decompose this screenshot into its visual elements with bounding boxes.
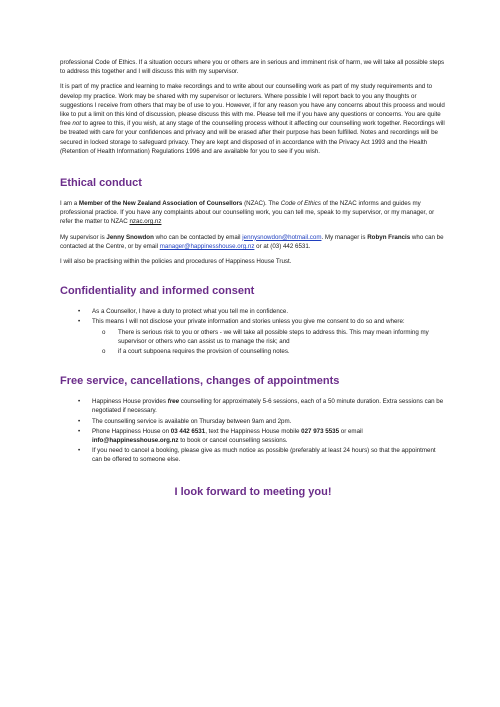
document-page	[60, 58, 446, 497]
ethical-paragraph-2	[60, 233, 446, 251]
info-email: info@happinesshouse.org.nz	[92, 437, 179, 445]
intro-p2-text-a: It is part of my practice and learning to make recordings and to write about our counselling work as part of my study requirements and to develop my practice. Work may be shared with my supervisor or lecturers. Where possible I will report back to you any thoughts or suggestions I receive from others that may be of use to you. However, if for any reason you have any concerns about this process and would like to put a limit on this kind of discussion, please discuss this with me. Please tell me if you have any questions or concerns. You are quite free	[60, 83, 445, 128]
intro-p2-emphasis-not: not	[72, 120, 81, 128]
ethical-p2-d: who can be contacted at the Centre, or by email	[60, 233, 444, 250]
confidentiality-list	[60, 307, 446, 356]
confidentiality-bullet-2-text: This means I will not disclose your private information and stories unless you give me consent to do so and where:	[92, 318, 405, 326]
nzac-link[interactable]: nzac.org.nz	[129, 218, 162, 226]
ethical-p2-b: who can be contacted by email	[153, 233, 243, 241]
free-emphasis: free	[167, 398, 180, 406]
manager-email-link[interactable]: manager@happinesshouse.org.nz	[159, 242, 255, 250]
list-item	[60, 397, 446, 415]
list-item	[60, 317, 446, 356]
ethical-p2-e: or at (03) 442 6531.	[254, 242, 311, 250]
ethical-conduct-section	[60, 177, 446, 266]
intro-paragraph-2	[60, 82, 446, 156]
service-b3-d: to book or cancel counselling sessions.	[178, 437, 288, 445]
confidentiality-heading: Confidentiality and informed consent	[60, 285, 255, 298]
confidentiality-sublist	[92, 328, 446, 357]
service-list	[60, 397, 446, 464]
list-item	[60, 427, 446, 445]
list-item: • The counselling service is available on Thursday between 9am and 2pm.	[60, 417, 446, 426]
service-section	[60, 375, 446, 464]
service-b3-a: Phone Happiness House on	[92, 427, 171, 435]
service-b3-c: or email	[339, 427, 363, 435]
intro-p2-text-b: to agree to this, if you wish, at any stage of the counselling process without it affecting our counselling work together. Recordings will be treated with care for your confidences and privacy and will be erased after their purpose has been fulfilled. Notes and recordings will be secured in locked storage to safeguard privacy. They are kept and disposed of in accordance with the Privacy Act 1993 and the Health (Retention of Health Information) Regulations 1996 and are available for you to see if you wish.	[60, 120, 445, 155]
nzac-membership: Member of the New Zealand Association of Counsellors	[78, 200, 243, 208]
list-item: • As a Counsellor, I have a duty to protect what you tell me in confidence.	[60, 307, 446, 316]
service-b1-a: Happiness House provides	[92, 398, 168, 406]
intro-paragraph-1: professional Code of Ethics. If a situation occurs where you or others are in serious and imminent risk of harm, we will take all possible steps to address this together and I will discuss this with my supervisor.	[60, 59, 445, 76]
code-of-ethics-title: Code of Ethics	[280, 200, 321, 208]
ethical-p1-c: of the NZAC informs and guides my professional practice. If you have any complaints about our counselling work, you can tell me, speak to my supervisor, or my manager, or refer the matter to NZAC	[60, 200, 435, 226]
ethical-p1-a: I am a	[60, 200, 79, 208]
confidentiality-section	[60, 285, 446, 356]
sublist-item: o There is serious risk to you or others - we will take all possible steps to address this. This may mean informing my supervisor or others who can assist us to manage the risk; and	[92, 328, 446, 346]
service-b1-b: counselling for approximately 5-6 sessions, each of a 50 minute duration. Extra sessions can be negotiated if necessary.	[92, 398, 444, 415]
ethical-p2-c: . My manager is	[321, 233, 368, 241]
supervisor-email-link[interactable]: jennysnowdon@hotmail.com	[242, 233, 322, 241]
ethical-paragraph-3: I will also be practising within the policies and procedures of Happiness House Trust.	[60, 258, 292, 266]
ethical-p2-a: My supervisor is	[60, 233, 107, 241]
closing-message: I look forward to meeting you!	[174, 485, 332, 498]
manager-name: Robyn Francis	[367, 233, 411, 241]
ethical-paragraph-1	[60, 199, 446, 227]
service-heading: Free service, cancellations, changes of appointments	[60, 375, 340, 388]
list-item: • If you need to cancel a booking, please give as much notice as possible (preferably at least 24 hours) so that the appointment can be offered to someone else.	[60, 446, 446, 464]
ethical-p1-b: (NZAC). The	[242, 200, 281, 208]
mobile-number: 027 973 5535	[301, 427, 340, 435]
phone-number: 03 442 6531	[170, 427, 206, 435]
sublist-item: o if a court subpoena requires the provision of counselling notes.	[92, 347, 446, 356]
supervisor-name: Jenny Snowdon	[106, 233, 154, 241]
service-b3-b: , text the Happiness House mobile	[205, 427, 302, 435]
ethical-conduct-heading: Ethical conduct	[60, 177, 142, 190]
